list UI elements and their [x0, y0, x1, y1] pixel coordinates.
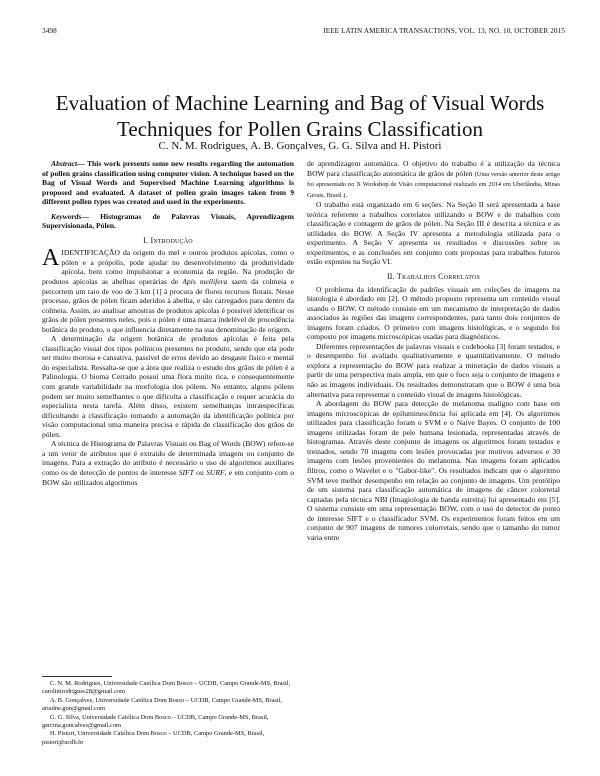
- intro-p1-end: saem da colmeia e percorrem um raio de voo de 3 km [1] à procura de flores recursos florais. Nesse processo, grãos de pólen ficam aderidos à abelha, e são carregados para dentro da colmeia. Assim, ao analisar amostras de produtos apícolas é possível identificar os grãos de pólen presentes neles, pois o pólen é uma marca indelével de procedência botânica do produto, o que influencia diretamente na sua denominação de origem.: [42, 277, 294, 334]
- abstract: [42, 159, 294, 207]
- intro-p3b: ou: [193, 467, 207, 477]
- footnote-3: G. G. Silva, Universidade Católica Dom Bosco – UCDB, Campo Grande-MS, Brasil, gercina.goncalves@gmail.com: [42, 713, 269, 730]
- keywords: [42, 212, 294, 231]
- paper-title: Evaluation of Machine Learning and Bag of Visual Words Techniques for Pollen Grains Classification: [55, 91, 545, 141]
- surf-term: SURF: [206, 467, 225, 477]
- intro-paragraph-2: A determinação da origem botânica de produtos apícolas é feita pela classificação visual dos tipos polínicos presentes no produto, sendo que ela pode ser muito morosa e cansativa, passível de erros devido ao desgaste físico e mental do especialista. Ressalta-se que a área que realiza o estudo dos grãos de pólen é a Palinologia. O bioma Cerrado possui uma flora muito rica, e consequentemente com grande variabilidade na morfologia dos pólens. No entanto, alguns pólens podem ser muito semelhantes o que dificulta a classificação e requer acurácia do especialista nesta tarefa. Além disso, existem semelhanças intraespecíficas dificultando a classificação tornando a automação da identificação polínica por visão computacional uma maneira precisa e rápida de classificação dos grãos de pólen.: [42, 334, 294, 439]
- abstract-text: — This work presents some new results regarding the automation of pollen grains classification using computer vision. A technique based on the Bag of Visual Words and Supervised Machine Learning algorithms is proposed and evaluated. A dataset of pollen grain images taken from 9 different pollen types was created and used in the experiments.: [42, 159, 294, 207]
- intro-paragraph-3-continued: [307, 159, 560, 200]
- intro-p3-end: .: [345, 189, 348, 199]
- intro-paragraph-3: [42, 439, 294, 487]
- section-heading-introduction: I. Introdução: [143, 235, 193, 245]
- footnote-4: H. Pistori, Universidade Católica Dom Bosco – UCDB, Campo Grande-MS, Brasil, pistori@ucdb.br: [42, 730, 265, 746]
- page-number: 3498: [42, 27, 57, 35]
- intro-p3c: , e em conjunto com o BOW são utilizados algoritmos: [42, 467, 294, 487]
- previous-version-note: (Uma versão anterior deste artigo foi apresentado no X Workshop de Visão computacional realizado em 2014 em Uberlândia, Minas Gerais, Brasil.): [307, 170, 560, 199]
- related-paragraph-1: O problema da identificação de padrões visuais em coleções de imagens na histologia é abordado em [2]. O método proposto representa um conteúdo visual usando o BOW. O método consiste em um mecanismo de interpretação de dados associados às regiões das imagens correspondentes, para tanto dois conjuntos de imagens foram criados. O primeiro com imagens histológicas, e o segundo foi composto por imagens microscópicas usadas para diagnósticos.: [307, 284, 560, 342]
- footnotes: [42, 676, 294, 747]
- keywords-text: — Histogramas de Palavras Visuais, Aprendizagem Supervisionada, Pólen.: [42, 211, 294, 231]
- keywords-label: Keywords: [51, 211, 82, 221]
- section-heading-related-work: II. Trabalhos Correlatos: [386, 272, 481, 282]
- intro-paragraph-1: [42, 245, 294, 334]
- intro-paragraph-4: O trabalho está organizado em 6 seções. Na Seção II será apresentada a base teórica referente a trabalhos correlatos utilizando o BOW e de trabalhos com classificação e contagem de grãos de pólen. Na Seção III é descrita a técnica e as utilidades do BOW. A Seção IV apresenta a metodologia utilizada para o experimento. A Seção V apresenta os resultados e discussões sobre os experimentos, e as conclusões em conjunto com propostas para trabalhos futuros estão expostos na Seção VI.: [307, 200, 560, 267]
- species-name: Apis mellifera: [182, 277, 228, 287]
- intro-p3-cont: de aprendizagem automática. O objetivo do trabalho é a utilização da técnica BOW para classificação automática de grãos de pólen: [307, 159, 560, 178]
- intro-p3a: A técnica de Histograma de Palavras Visuais ou Bag of Words (BOW) refere-se a um vetor de atributos que é extraído de determinada imagem ou conjunto de imagens. Para a extração do atributo é necessário o uso de algoritmos auxiliares como os de detecção de pontos de interesse: [42, 439, 294, 477]
- related-paragraph-2: Diferentes representações de palavras visuais e codebooks [3] foram testados, e o desempenho foi avaliado qualitativamente e quantitativamente. O método explora a representação do BOW para realizar a mineração de dados visuais a partir de uma perspectiva mais ampla, em que o foco seja o conjunto de imagens e não as imagens individuais. Os resultados demonstraram que o BOW é uma boa alternativa para representar o conteúdo visual de imagens histológicas.: [307, 341, 560, 399]
- footnote-rule: [42, 676, 112, 677]
- footnote-2: A. B. Gonçalves, Universidade Católica Dom Bosco – UCDB, Campo Grande-MS, Brasil, ariadne.gon@gmail.com: [42, 696, 282, 713]
- intro-p1-text: IDENTIFICAÇÃO da origem do mel e outros produtos apícolas, como o pólen e a própolis, pode ajudar no desenvolvimento da produtividade apícola, bem como impulsionar a economia da região. Na produção de produtos apícolas as abelhas operárias de: [42, 248, 294, 287]
- journal-header: IEEE LATIN AMERICA TRANSACTIONS, VOL. 13, NO. 10, OCTOBER 2015: [323, 27, 565, 35]
- paper-authors: C. N. M. Rodrigues, A. B. Gonçalves, G. G. Silva and H. Pistori: [158, 140, 442, 152]
- right-column: [307, 159, 560, 542]
- abstract-label: Abstract: [51, 159, 78, 168]
- left-column: [42, 159, 294, 487]
- related-paragraph-3: A abordagem do BOW para detecção de melanoma maligno com base em imagens microscópicas de epiluminescência foi aplicada em [4]. Os algoritmos utilizados para classificação foram o SVM e o Naive Bayes. O conjunto de 100 imagens utilizadas foram de pele humana lesionada, representadas através de histogramas. Através deste conjunto de imagens os algoritmos foram testados e treinados, sendo 70 imagens com lesões provocadas por motivos adversos e 30 imagens com lesões provenientes do melanoma. Nas imagens foram aplicados filtros, como o Wavelet e o "Gabor-like". Os resultados indicam que o algoritmo SVM teve melhor desempenho em relação ao conjunto de imagens. Um protótipo de um sistema para classificação automática de imagens de câncer colorretal captadas pela técnica NBI (Imagiologia de banda estreita) foi apresentado em [5]. O sistema consiste em uma representação BOW, com o uso do detector de ponto de interesse SIFT e o classificador SVM. Os experimentos foram feitos em um conjunto de 907 imagens de tumores colorretais, sendo que o tamanho do tumor varia entre: [307, 399, 560, 542]
- dropcap-letter: A: [42, 245, 60, 272]
- footnote-1: C. N. M. Rodrigues, Universidade Católica Dom Bosco – UCDB, Campo Grande-MS, Brasil, carolinirodrigues28@gmail.com: [42, 680, 291, 696]
- sift-term: SIFT: [178, 467, 194, 477]
